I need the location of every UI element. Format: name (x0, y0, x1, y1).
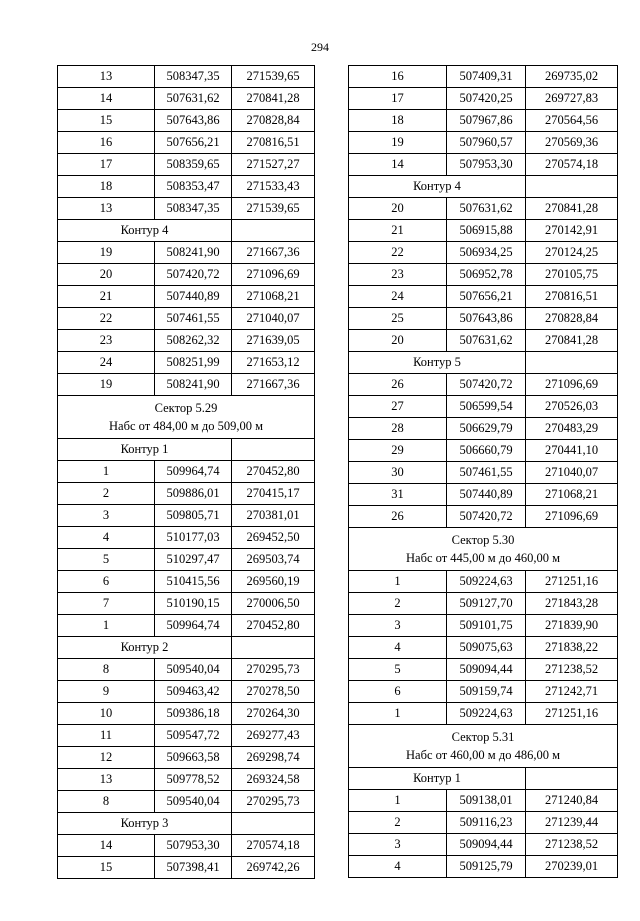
x-coordinate-cell: 507960,57 (447, 132, 526, 154)
x-coordinate-cell: 507398,41 (155, 857, 232, 879)
table-row (349, 484, 618, 506)
table-row (58, 461, 315, 483)
point-number-cell: 20 (58, 264, 155, 286)
table-row (58, 857, 315, 879)
y-coordinate-cell: 270526,03 (526, 396, 618, 418)
point-number-cell: 16 (349, 66, 447, 88)
point-number-cell: 14 (58, 88, 155, 110)
sector-header-row (349, 725, 618, 768)
x-coordinate-cell: 507631,62 (447, 330, 526, 352)
point-number-cell: 22 (58, 308, 155, 330)
x-coordinate-cell: 507461,55 (155, 308, 232, 330)
x-coordinate-cell: 509101,75 (447, 615, 526, 637)
y-coordinate-cell: 271527,27 (232, 154, 315, 176)
sector-header (349, 528, 618, 571)
sector-height-range: Набс от 445,00 м до 460,00 м (406, 551, 560, 565)
point-number-cell: 19 (58, 242, 155, 264)
point-number-cell: 19 (349, 132, 447, 154)
x-coordinate-cell: 510190,15 (155, 593, 232, 615)
x-coordinate-cell: 509075,63 (447, 637, 526, 659)
point-number-cell: 14 (58, 835, 155, 857)
table-row (58, 374, 315, 396)
y-coordinate-cell: 271667,36 (232, 374, 315, 396)
table-row (349, 198, 618, 220)
contour-label: Контур 4 (349, 176, 526, 198)
sector-title: Сектор 5.29 (154, 401, 218, 415)
y-coordinate-cell: 270574,18 (232, 835, 315, 857)
contour-header-row (58, 220, 315, 242)
table-row (349, 440, 618, 462)
contour-label: Контур 4 (58, 220, 232, 242)
x-coordinate-cell: 507461,55 (447, 462, 526, 484)
x-coordinate-cell: 507656,21 (155, 132, 232, 154)
y-coordinate-cell: 270564,56 (526, 110, 618, 132)
point-number-cell: 8 (58, 791, 155, 813)
point-number-cell: 6 (58, 571, 155, 593)
point-number-cell: 5 (58, 549, 155, 571)
x-coordinate-cell: 509094,44 (447, 834, 526, 856)
point-number-cell: 7 (58, 593, 155, 615)
point-number-cell: 11 (58, 725, 155, 747)
point-number-cell: 18 (58, 176, 155, 198)
page-number: 294 (311, 40, 329, 54)
point-number-cell: 13 (58, 198, 155, 220)
y-coordinate-cell: 269452,50 (232, 527, 315, 549)
table-row (349, 110, 618, 132)
coordinates-table-right (348, 65, 618, 878)
table-row (349, 506, 618, 528)
table-row (58, 66, 315, 88)
y-coordinate-cell: 271539,65 (232, 66, 315, 88)
table-row (58, 659, 315, 681)
x-coordinate-cell: 507440,89 (155, 286, 232, 308)
y-coordinate-cell: 270105,75 (526, 264, 618, 286)
x-coordinate-cell: 509094,44 (447, 659, 526, 681)
x-coordinate-cell: 510297,47 (155, 549, 232, 571)
contour-header-row (58, 813, 315, 835)
y-coordinate-cell: 270841,28 (526, 198, 618, 220)
y-coordinate-cell: 271040,07 (232, 308, 315, 330)
contour-label: Контур 3 (58, 813, 232, 835)
y-coordinate-cell: 269560,19 (232, 571, 315, 593)
table-row (58, 88, 315, 110)
point-number-cell: 2 (349, 812, 447, 834)
y-coordinate-cell: 271240,84 (526, 790, 618, 812)
table-row (349, 615, 618, 637)
point-number-cell: 31 (349, 484, 447, 506)
y-coordinate-cell: 270381,01 (232, 505, 315, 527)
x-coordinate-cell: 509125,79 (447, 856, 526, 878)
y-coordinate-cell: 270483,29 (526, 418, 618, 440)
table-row (58, 330, 315, 352)
y-coordinate-cell: 271843,28 (526, 593, 618, 615)
y-coordinate-cell: 269324,58 (232, 769, 315, 791)
y-coordinate-cell: 271639,05 (232, 330, 315, 352)
contour-header-row (349, 768, 618, 790)
point-number-cell: 27 (349, 396, 447, 418)
x-coordinate-cell: 507953,30 (155, 835, 232, 857)
y-coordinate-cell: 271096,69 (232, 264, 315, 286)
y-coordinate-cell: 271251,16 (526, 703, 618, 725)
table-row (349, 703, 618, 725)
point-number-cell: 18 (349, 110, 447, 132)
table-row (349, 308, 618, 330)
y-coordinate-cell: 270816,51 (526, 286, 618, 308)
point-number-cell: 3 (58, 505, 155, 527)
x-coordinate-cell: 506934,25 (447, 242, 526, 264)
point-number-cell: 24 (349, 286, 447, 308)
x-coordinate-cell: 509540,04 (155, 791, 232, 813)
point-number-cell: 15 (58, 857, 155, 879)
x-coordinate-cell: 507656,21 (447, 286, 526, 308)
x-coordinate-cell: 507967,86 (447, 110, 526, 132)
table-row (58, 725, 315, 747)
contour-header-row (349, 176, 618, 198)
x-coordinate-cell: 507420,72 (155, 264, 232, 286)
point-number-cell: 4 (349, 856, 447, 878)
y-coordinate-cell: 270828,84 (232, 110, 315, 132)
point-number-cell: 8 (58, 659, 155, 681)
point-number-cell: 13 (58, 66, 155, 88)
y-coordinate-cell: 270415,17 (232, 483, 315, 505)
x-coordinate-cell: 507631,62 (447, 198, 526, 220)
sector-header-row (349, 528, 618, 571)
y-coordinate-cell: 271667,36 (232, 242, 315, 264)
point-number-cell: 19 (58, 374, 155, 396)
point-number-cell: 13 (58, 769, 155, 791)
point-number-cell: 3 (349, 834, 447, 856)
x-coordinate-cell: 508241,90 (155, 374, 232, 396)
x-coordinate-cell: 507643,86 (447, 308, 526, 330)
point-number-cell: 12 (58, 747, 155, 769)
table-row (349, 88, 618, 110)
x-coordinate-cell: 509663,58 (155, 747, 232, 769)
table-row (58, 286, 315, 308)
point-number-cell: 2 (349, 593, 447, 615)
y-coordinate-cell: 271838,22 (526, 637, 618, 659)
x-coordinate-cell: 508251,99 (155, 352, 232, 374)
x-coordinate-cell: 509138,01 (447, 790, 526, 812)
x-coordinate-cell: 508359,65 (155, 154, 232, 176)
y-coordinate-cell: 270142,91 (526, 220, 618, 242)
y-coordinate-cell: 270295,73 (232, 791, 315, 813)
x-coordinate-cell: 509547,72 (155, 725, 232, 747)
sector-title: Сектор 5.30 (451, 533, 515, 547)
y-coordinate-cell: 270841,28 (526, 330, 618, 352)
table-row (58, 681, 315, 703)
point-number-cell: 9 (58, 681, 155, 703)
y-coordinate-cell: 270569,36 (526, 132, 618, 154)
point-number-cell: 21 (349, 220, 447, 242)
x-coordinate-cell: 508347,35 (155, 66, 232, 88)
table-row (349, 396, 618, 418)
y-coordinate-cell: 270278,50 (232, 681, 315, 703)
table-row (58, 352, 315, 374)
x-coordinate-cell: 507643,86 (155, 110, 232, 132)
contour-empty-cell (232, 813, 315, 835)
x-coordinate-cell: 507953,30 (447, 154, 526, 176)
y-coordinate-cell: 270816,51 (232, 132, 315, 154)
table-row (349, 374, 618, 396)
y-coordinate-cell: 270295,73 (232, 659, 315, 681)
table-row (58, 571, 315, 593)
point-number-cell: 26 (349, 506, 447, 528)
table-row (349, 659, 618, 681)
y-coordinate-cell: 270574,18 (526, 154, 618, 176)
point-number-cell: 6 (349, 681, 447, 703)
table-row (349, 681, 618, 703)
sector-header (349, 725, 618, 768)
table-row (349, 132, 618, 154)
x-coordinate-cell: 508262,32 (155, 330, 232, 352)
y-coordinate-cell: 271533,43 (232, 176, 315, 198)
y-coordinate-cell: 270006,50 (232, 593, 315, 615)
point-number-cell: 16 (58, 132, 155, 154)
point-number-cell: 30 (349, 462, 447, 484)
y-coordinate-cell: 271096,69 (526, 374, 618, 396)
y-coordinate-cell: 270828,84 (526, 308, 618, 330)
point-number-cell: 15 (58, 110, 155, 132)
point-number-cell: 21 (58, 286, 155, 308)
x-coordinate-cell: 506660,79 (447, 440, 526, 462)
sector-height-range: Набс от 484,00 м до 509,00 м (109, 419, 263, 433)
point-number-cell: 1 (349, 703, 447, 725)
table-row (58, 198, 315, 220)
table-row (349, 330, 618, 352)
contour-empty-cell (526, 352, 618, 374)
y-coordinate-cell: 271251,16 (526, 571, 618, 593)
point-number-cell: 17 (349, 88, 447, 110)
x-coordinate-cell: 506629,79 (447, 418, 526, 440)
x-coordinate-cell: 510177,03 (155, 527, 232, 549)
point-number-cell: 10 (58, 703, 155, 725)
table-row (349, 812, 618, 834)
table-row (58, 593, 315, 615)
contour-header-row (58, 439, 315, 461)
x-coordinate-cell: 509964,74 (155, 615, 232, 637)
y-coordinate-cell: 270124,25 (526, 242, 618, 264)
point-number-cell: 1 (349, 790, 447, 812)
sector-header (58, 396, 315, 439)
y-coordinate-cell: 271040,07 (526, 462, 618, 484)
y-coordinate-cell: 269735,02 (526, 66, 618, 88)
table-row (58, 308, 315, 330)
point-number-cell: 26 (349, 374, 447, 396)
x-coordinate-cell: 508347,35 (155, 198, 232, 220)
point-number-cell: 24 (58, 352, 155, 374)
contour-empty-cell (526, 176, 618, 198)
y-coordinate-cell: 270452,80 (232, 615, 315, 637)
x-coordinate-cell: 509224,63 (447, 571, 526, 593)
contour-header-row (58, 637, 315, 659)
y-coordinate-cell: 271068,21 (232, 286, 315, 308)
point-number-cell: 29 (349, 440, 447, 462)
table-row (349, 220, 618, 242)
table-row (58, 154, 315, 176)
x-coordinate-cell: 509116,23 (447, 812, 526, 834)
x-coordinate-cell: 509159,74 (447, 681, 526, 703)
x-coordinate-cell: 509540,04 (155, 659, 232, 681)
table-row (58, 769, 315, 791)
x-coordinate-cell: 507420,25 (447, 88, 526, 110)
point-number-cell: 1 (58, 615, 155, 637)
table-row (58, 110, 315, 132)
x-coordinate-cell: 507440,89 (447, 484, 526, 506)
x-coordinate-cell: 510415,56 (155, 571, 232, 593)
y-coordinate-cell: 269298,74 (232, 747, 315, 769)
table-row (349, 593, 618, 615)
coordinates-table-left (57, 65, 315, 879)
point-number-cell: 1 (58, 461, 155, 483)
point-number-cell: 22 (349, 242, 447, 264)
table-row (58, 176, 315, 198)
sector-header-row (58, 396, 315, 439)
x-coordinate-cell: 509886,01 (155, 483, 232, 505)
table-row (58, 747, 315, 769)
point-number-cell: 3 (349, 615, 447, 637)
y-coordinate-cell: 271242,71 (526, 681, 618, 703)
table-row (58, 527, 315, 549)
x-coordinate-cell: 507420,72 (447, 374, 526, 396)
table-row (58, 549, 315, 571)
x-coordinate-cell: 508241,90 (155, 242, 232, 264)
table-row (58, 703, 315, 725)
y-coordinate-cell: 270841,28 (232, 88, 315, 110)
table-row (58, 483, 315, 505)
x-coordinate-cell: 506599,54 (447, 396, 526, 418)
y-coordinate-cell: 271539,65 (232, 198, 315, 220)
y-coordinate-cell: 271653,12 (232, 352, 315, 374)
point-number-cell: 4 (58, 527, 155, 549)
table-row (58, 264, 315, 286)
point-number-cell: 4 (349, 637, 447, 659)
table-row (349, 571, 618, 593)
point-number-cell: 14 (349, 154, 447, 176)
point-number-cell: 23 (349, 264, 447, 286)
point-number-cell: 28 (349, 418, 447, 440)
table-row (58, 615, 315, 637)
table-row (58, 242, 315, 264)
table-row (349, 264, 618, 286)
table-row (349, 418, 618, 440)
contour-empty-cell (232, 220, 315, 242)
table-row (58, 791, 315, 813)
table-row (349, 790, 618, 812)
x-coordinate-cell: 507409,31 (447, 66, 526, 88)
y-coordinate-cell: 271068,21 (526, 484, 618, 506)
x-coordinate-cell: 509964,74 (155, 461, 232, 483)
x-coordinate-cell: 509127,70 (447, 593, 526, 615)
sector-title: Сектор 5.31 (451, 730, 515, 744)
y-coordinate-cell: 271239,44 (526, 812, 618, 834)
point-number-cell: 5 (349, 659, 447, 681)
sector-height-range: Набс от 460,00 м до 486,00 м (406, 748, 560, 762)
x-coordinate-cell: 509778,52 (155, 769, 232, 791)
y-coordinate-cell: 271096,69 (526, 506, 618, 528)
table-row (349, 462, 618, 484)
contour-empty-cell (232, 439, 315, 461)
x-coordinate-cell: 506952,78 (447, 264, 526, 286)
point-number-cell: 20 (349, 198, 447, 220)
point-number-cell: 17 (58, 154, 155, 176)
table-row (58, 505, 315, 527)
table-row (58, 132, 315, 154)
y-coordinate-cell: 271238,52 (526, 834, 618, 856)
contour-header-row (349, 352, 618, 374)
table-row (58, 835, 315, 857)
x-coordinate-cell: 509805,71 (155, 505, 232, 527)
contour-empty-cell (526, 768, 618, 790)
contour-empty-cell (232, 637, 315, 659)
table-row (349, 154, 618, 176)
table-row (349, 286, 618, 308)
x-coordinate-cell: 509224,63 (447, 703, 526, 725)
x-coordinate-cell: 508353,47 (155, 176, 232, 198)
y-coordinate-cell: 269277,43 (232, 725, 315, 747)
x-coordinate-cell: 509463,42 (155, 681, 232, 703)
y-coordinate-cell: 271839,90 (526, 615, 618, 637)
contour-label: Контур 1 (349, 768, 526, 790)
point-number-cell: 1 (349, 571, 447, 593)
table-row (349, 242, 618, 264)
table-row (349, 834, 618, 856)
y-coordinate-cell: 270441,10 (526, 440, 618, 462)
table-row (349, 66, 618, 88)
point-number-cell: 2 (58, 483, 155, 505)
y-coordinate-cell: 269742,26 (232, 857, 315, 879)
y-coordinate-cell: 271238,52 (526, 659, 618, 681)
point-number-cell: 23 (58, 330, 155, 352)
y-coordinate-cell: 270239,01 (526, 856, 618, 878)
x-coordinate-cell: 507631,62 (155, 88, 232, 110)
x-coordinate-cell: 507420,72 (447, 506, 526, 528)
point-number-cell: 25 (349, 308, 447, 330)
point-number-cell: 20 (349, 330, 447, 352)
table-row (349, 637, 618, 659)
contour-label: Контур 1 (58, 439, 232, 461)
y-coordinate-cell: 270264,30 (232, 703, 315, 725)
y-coordinate-cell: 270452,80 (232, 461, 315, 483)
table-row (349, 856, 618, 878)
y-coordinate-cell: 269727,83 (526, 88, 618, 110)
y-coordinate-cell: 269503,74 (232, 549, 315, 571)
contour-label: Контур 2 (58, 637, 232, 659)
x-coordinate-cell: 509386,18 (155, 703, 232, 725)
contour-label: Контур 5 (349, 352, 526, 374)
x-coordinate-cell: 506915,88 (447, 220, 526, 242)
